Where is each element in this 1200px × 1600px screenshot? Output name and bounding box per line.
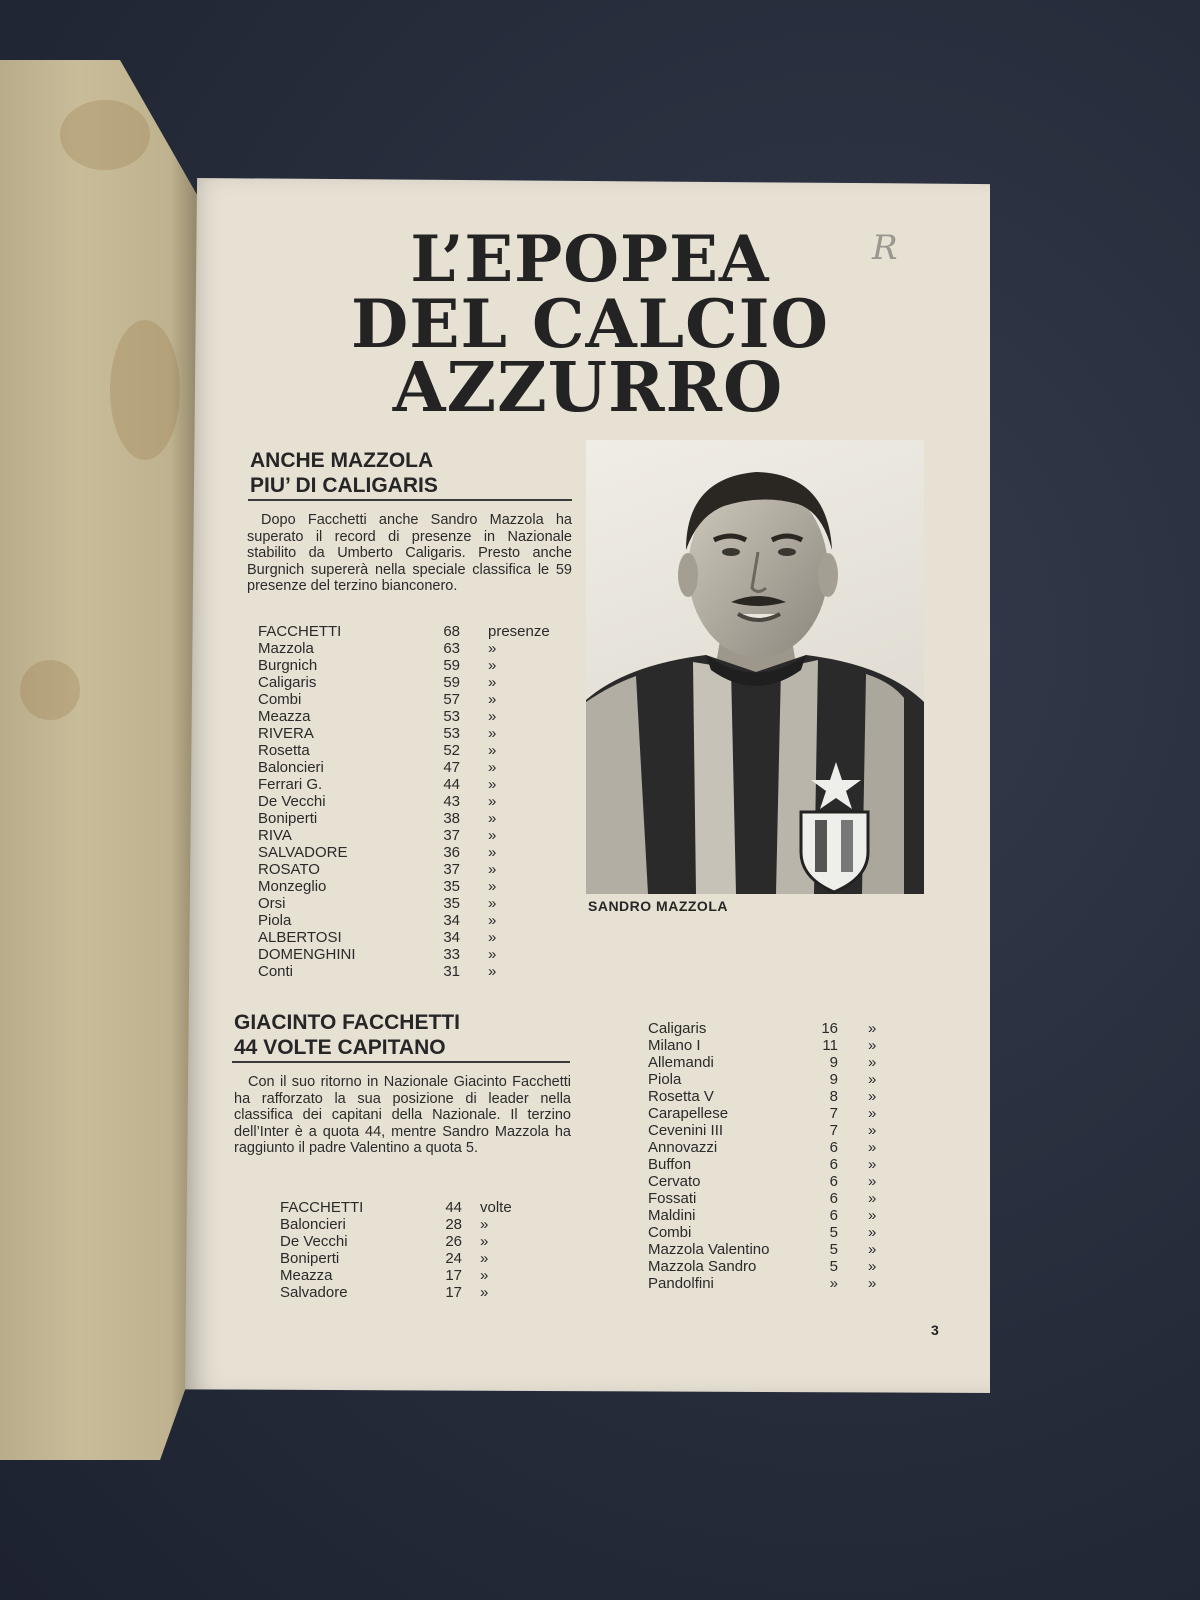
row-unit: » <box>488 759 497 776</box>
row-value: 31 <box>443 963 460 980</box>
row-value: 37 <box>443 827 460 844</box>
row-name: Rosetta V <box>648 1088 714 1105</box>
row-name: Rosetta <box>258 742 310 759</box>
row-value: 63 <box>443 640 460 657</box>
stain <box>20 660 80 720</box>
section1-heading-line: PIU’ DI CALIGARIS <box>250 474 438 497</box>
table-row <box>648 1139 888 1156</box>
table-row <box>280 1250 540 1267</box>
table-row <box>648 1071 888 1088</box>
table-row <box>258 827 578 844</box>
table-row <box>648 1190 888 1207</box>
row-unit: » <box>488 827 497 844</box>
table-row <box>648 1122 888 1139</box>
row-unit: » <box>488 674 497 691</box>
page-title-line-1: L’EPOPEA <box>410 222 770 297</box>
table-row <box>280 1284 540 1301</box>
row-unit: » <box>488 946 497 963</box>
row-unit: » <box>868 1105 877 1122</box>
table-row <box>258 946 578 963</box>
row-value: 7 <box>829 1105 838 1122</box>
row-unit: presenze <box>488 623 550 640</box>
row-name: Piola <box>648 1071 682 1088</box>
row-name: Allemandi <box>648 1054 714 1071</box>
row-value: 9 <box>829 1071 838 1088</box>
player-photo-drawing <box>586 440 924 894</box>
page-number: 3 <box>931 1322 939 1338</box>
table-row <box>258 895 578 912</box>
row-unit: » <box>488 725 497 742</box>
section1-rule <box>248 499 572 501</box>
row-name: Combi <box>648 1224 692 1241</box>
row-unit: » <box>868 1088 877 1105</box>
row-name: Caligaris <box>258 674 317 691</box>
row-name: Annovazzi <box>648 1139 718 1156</box>
table-row <box>648 1275 888 1292</box>
table-row <box>258 691 578 708</box>
row-unit: » <box>488 776 497 793</box>
row-name: Boniperti <box>280 1250 340 1267</box>
row-name: Orsi <box>258 895 286 912</box>
row-name: Mazzola <box>258 640 314 657</box>
table-row <box>648 1020 888 1037</box>
row-name: RIVA <box>258 827 292 844</box>
row-name: Mazzola Valentino <box>648 1241 770 1258</box>
row-value: 35 <box>443 895 460 912</box>
row-unit: » <box>868 1258 877 1275</box>
row-name: Milano I <box>648 1037 701 1054</box>
page-title-line-2: DEL CALCIO <box>351 285 829 363</box>
row-name: Baloncieri <box>258 759 324 776</box>
row-name: DOMENGHINI <box>258 946 356 963</box>
row-name: Burgnich <box>258 657 318 674</box>
pencil-mark: R <box>872 228 898 268</box>
photo-caption: SANDRO MAZZOLA <box>588 898 728 914</box>
section1-paragraph: Dopo Facchetti anche Sandro Mazzola ha superato il record di presenze in Nazionale stabilito da Umberto Caligaris. Presto anche Burgnich supererà nella speciale classifica le 59 presenze del terzino bianconero. <box>247 512 572 594</box>
row-name: FACCHETTI <box>280 1199 364 1216</box>
row-unit: » <box>488 861 497 878</box>
row-value: 59 <box>443 657 460 674</box>
row-name: SALVADORE <box>258 844 348 861</box>
row-name: Cevenini III <box>648 1122 724 1139</box>
section1-heading <box>250 448 438 498</box>
row-value: 7 <box>829 1122 838 1139</box>
row-unit: » <box>488 708 497 725</box>
row-value: 17 <box>445 1284 462 1301</box>
table-row <box>648 1207 888 1224</box>
row-unit: » <box>868 1241 877 1258</box>
table-row <box>258 742 578 759</box>
row-name: FACCHETTI <box>258 623 342 640</box>
row-unit: » <box>480 1216 489 1233</box>
row-name: Mazzola Sandro <box>648 1258 757 1275</box>
row-value: 26 <box>445 1233 462 1250</box>
row-name: Meazza <box>258 708 311 725</box>
row-value: 68 <box>443 623 460 640</box>
row-name: Pandolfini <box>648 1275 714 1292</box>
row-unit: » <box>488 895 497 912</box>
row-value: 16 <box>821 1020 838 1037</box>
row-value: 57 <box>443 691 460 708</box>
row-unit: » <box>488 929 497 946</box>
section2-heading-line: 44 VOLTE CAPITANO <box>234 1036 446 1059</box>
table-row <box>280 1216 540 1233</box>
table-row <box>258 861 578 878</box>
row-unit: » <box>488 912 497 929</box>
row-value: 36 <box>443 844 460 861</box>
row-value: 59 <box>443 674 460 691</box>
table-row <box>648 1173 888 1190</box>
row-value: 53 <box>443 725 460 742</box>
row-name: Combi <box>258 691 302 708</box>
row-unit: » <box>488 742 497 759</box>
row-unit: » <box>488 657 497 674</box>
row-unit: » <box>488 810 497 827</box>
row-unit: » <box>480 1284 489 1301</box>
row-value: 6 <box>829 1139 838 1156</box>
row-unit: » <box>868 1054 877 1071</box>
row-unit: » <box>868 1020 877 1037</box>
row-value: 5 <box>829 1241 838 1258</box>
row-name: Maldini <box>648 1207 696 1224</box>
row-name: Piola <box>258 912 292 929</box>
table-row <box>648 1258 888 1275</box>
table-row <box>648 1105 888 1122</box>
presenze-table <box>258 623 578 980</box>
row-name: Buffon <box>648 1156 692 1173</box>
row-unit: » <box>868 1207 877 1224</box>
row-value: » <box>829 1275 838 1292</box>
table-row <box>258 759 578 776</box>
row-unit: » <box>868 1173 877 1190</box>
table-row <box>648 1224 888 1241</box>
row-value: 8 <box>829 1088 838 1105</box>
row-value: 5 <box>829 1224 838 1241</box>
row-value: 11 <box>822 1037 838 1054</box>
row-unit: volte <box>480 1199 512 1216</box>
table-row <box>258 657 578 674</box>
row-name: Boniperti <box>258 810 318 827</box>
table-row <box>648 1088 888 1105</box>
stain <box>60 100 150 170</box>
row-value: 52 <box>443 742 460 759</box>
table-row <box>648 1037 888 1054</box>
row-unit: » <box>488 793 497 810</box>
row-unit: » <box>480 1267 489 1284</box>
table-row <box>258 844 578 861</box>
row-unit: » <box>480 1250 489 1267</box>
row-unit: » <box>868 1071 877 1088</box>
row-unit: » <box>868 1122 877 1139</box>
table-row <box>280 1233 540 1250</box>
table-row <box>258 929 578 946</box>
table-row <box>258 725 578 742</box>
row-name: Salvadore <box>280 1284 348 1301</box>
table-row <box>258 708 578 725</box>
table-row <box>258 776 578 793</box>
row-value: 6 <box>829 1173 838 1190</box>
row-unit: » <box>488 878 497 895</box>
row-value: 53 <box>443 708 460 725</box>
table-row <box>258 793 578 810</box>
row-name: Caligaris <box>648 1020 707 1037</box>
row-name: Baloncieri <box>280 1216 346 1233</box>
row-name: Cervato <box>648 1173 701 1190</box>
player-photo <box>586 440 924 894</box>
row-name: Fossati <box>648 1190 697 1207</box>
row-value: 5 <box>829 1258 838 1275</box>
row-name: ROSATO <box>258 861 320 878</box>
row-value: 35 <box>443 878 460 895</box>
table-row <box>258 963 578 980</box>
row-name: RIVERA <box>258 725 314 742</box>
row-value: 6 <box>829 1190 838 1207</box>
row-unit: » <box>488 844 497 861</box>
table-row <box>258 878 578 895</box>
table-row <box>258 674 578 691</box>
row-value: 38 <box>443 810 460 827</box>
table-row <box>648 1241 888 1258</box>
row-value: 6 <box>829 1156 838 1173</box>
row-value: 24 <box>445 1250 462 1267</box>
table-row <box>258 623 578 640</box>
row-value: 44 <box>445 1199 462 1216</box>
row-value: 44 <box>443 776 460 793</box>
row-name: Ferrari G. <box>258 776 323 793</box>
row-name: De Vecchi <box>280 1233 348 1250</box>
row-unit: » <box>868 1224 877 1241</box>
table-row <box>648 1054 888 1071</box>
capitani-table-continued <box>648 1020 888 1292</box>
row-name: ALBERTOSI <box>258 929 342 946</box>
row-value: 6 <box>829 1207 838 1224</box>
page-title-line-3: AZZURRO <box>392 348 784 428</box>
row-unit: » <box>868 1037 877 1054</box>
row-unit: » <box>868 1156 877 1173</box>
section2-rule <box>232 1061 570 1063</box>
table-row <box>280 1199 540 1216</box>
section2-paragraph: Con il suo ritorno in Nazionale Giacinto Facchetti ha rafforzato la sua posizione di leader nella classifica dei capitani della Nazionale. Il terzino dell’Inter è a quota 44, mentre Sandro Mazzola ha raggiunto il padre Valentino a quota 5. <box>234 1074 571 1156</box>
row-unit: » <box>868 1139 877 1156</box>
row-unit: » <box>868 1190 877 1207</box>
row-name: Monzeglio <box>258 878 327 895</box>
table-row <box>258 810 578 827</box>
row-unit: » <box>488 640 497 657</box>
row-value: 28 <box>445 1216 462 1233</box>
section2-heading <box>234 1010 460 1060</box>
table-row <box>258 912 578 929</box>
row-unit: » <box>480 1233 489 1250</box>
row-unit: » <box>488 691 497 708</box>
row-unit: » <box>488 963 497 980</box>
section1-heading-line: ANCHE MAZZOLA <box>250 449 434 472</box>
row-name: Carapellese <box>648 1105 729 1122</box>
table-row <box>258 640 578 657</box>
row-value: 33 <box>443 946 460 963</box>
row-value: 17 <box>445 1267 462 1284</box>
table-row <box>280 1267 540 1284</box>
row-value: 43 <box>443 793 460 810</box>
row-value: 34 <box>443 929 460 946</box>
row-value: 34 <box>443 912 460 929</box>
row-name: Meazza <box>280 1267 333 1284</box>
section2-heading-line: GIACINTO FACCHETTI <box>234 1011 460 1034</box>
row-value: 37 <box>443 861 460 878</box>
row-name: Conti <box>258 963 294 980</box>
table-row <box>648 1156 888 1173</box>
row-name: De Vecchi <box>258 793 326 810</box>
row-unit: » <box>868 1275 877 1292</box>
capitani-table <box>280 1199 540 1301</box>
row-value: 9 <box>829 1054 838 1071</box>
row-value: 47 <box>443 759 460 776</box>
